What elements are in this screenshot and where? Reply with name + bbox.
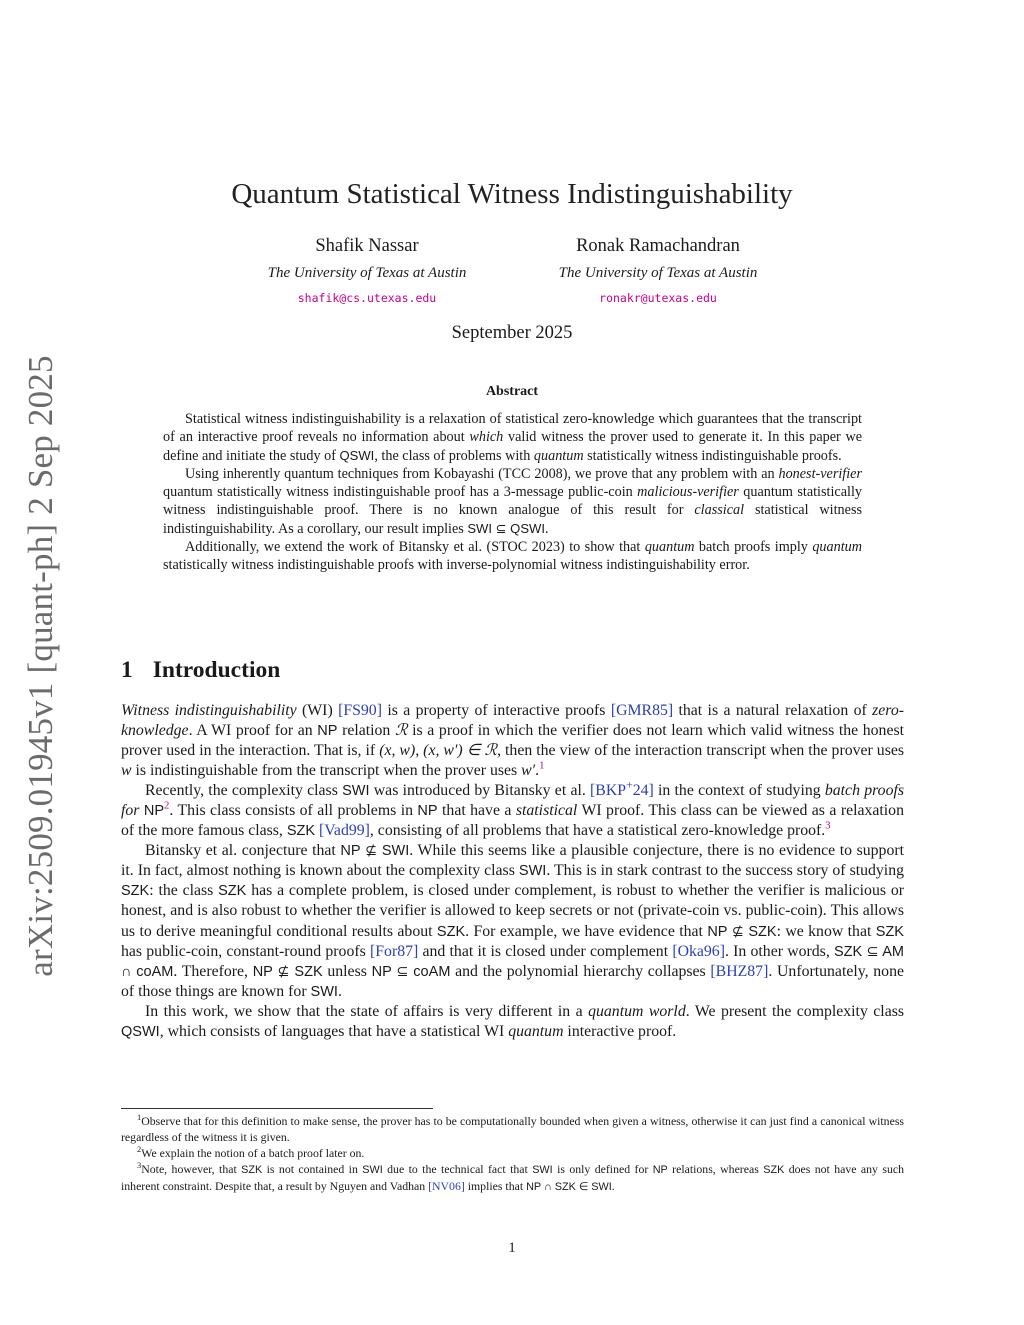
- complexity-class: SZK: [241, 1164, 263, 1176]
- emphasis: statistical: [515, 802, 578, 820]
- abstract-paragraph-1: [163, 410, 862, 465]
- author-email-link[interactable]: shafik@cs.utexas.edu: [297, 291, 437, 305]
- emphasis: malicious-verifier: [637, 484, 739, 501]
- footnote-1: [121, 1113, 904, 1145]
- footnote-marker-link[interactable]: 2: [164, 799, 170, 812]
- arxiv-identifier-stamp: arXiv:2509.01945v1 [quant-ph] 2 Sep 2025: [21, 355, 60, 977]
- text-run: In this work, we show that the state of affairs is very different in a: [145, 1002, 589, 1020]
- text-run: relations, whereas: [667, 1162, 764, 1176]
- text-run: valid witness the prover used to generate it. In this paper we define and initiate the study of: [163, 429, 863, 464]
- class-relation: SZK ⊆ AM ∩ coAM: [121, 943, 904, 980]
- emphasis: which: [469, 429, 504, 446]
- complexity-class: SZK: [436, 923, 466, 940]
- emphasis: quantum: [644, 539, 695, 556]
- emphasis: Witness indistinguishability: [121, 702, 297, 719]
- section-title: Introduction: [152, 657, 281, 683]
- text-run: has public-coin, constant-round proofs: [121, 942, 370, 960]
- emphasis: classical: [694, 502, 745, 519]
- footnote-marker-link[interactable]: 3: [825, 820, 831, 833]
- text-run: .: [544, 520, 549, 537]
- complexity-class: SZK: [121, 883, 150, 900]
- footnote-number: 1: [137, 1112, 142, 1123]
- text-run: implies that: [464, 1179, 527, 1193]
- text-run: does not have any such inherent constraint. Despite that, a result by Nguyen and Vadhan: [121, 1162, 904, 1193]
- citation-link[interactable]: [For87]: [370, 942, 419, 960]
- text-run: was introduced by Bitansky et al.: [369, 782, 591, 800]
- text-run: quantum statistically witness indistinguishable proof. There is no known analogue of this result for: [163, 484, 862, 519]
- complexity-class: QSWI: [339, 447, 375, 463]
- text-run: . A WI proof for an: [188, 722, 318, 740]
- citation-text: +: [626, 777, 633, 792]
- footnote-number: 2: [137, 1144, 142, 1155]
- text-run: is only defined for: [552, 1162, 653, 1176]
- author-block-2: [508, 236, 808, 305]
- complexity-class: SZK: [218, 883, 247, 900]
- page-number: 1: [508, 1240, 516, 1256]
- text-run: Note, however, that: [141, 1162, 242, 1176]
- text-run: has a complete problem, is closed under complement, is robust to whether the verifier is malicious or honest, and is also robust to whether the verifier is allowed to keep secrets or not (private-coin vs. public-coin). This allows us to derive meaningful conditional results about: [121, 882, 904, 940]
- abstract-paragraph-3: [163, 538, 862, 575]
- text-run: statistical witness indistinguishability. As a corollary, our result implies: [163, 502, 862, 537]
- footnotes: [121, 1113, 904, 1195]
- citation-link[interactable]: [GMR85]: [610, 702, 674, 719]
- complexity-class: SZK: [763, 1164, 785, 1176]
- citation-link[interactable]: [Vad99]: [319, 822, 370, 840]
- class-relation: NP ∩ SZK ∈ SWI: [526, 1181, 612, 1193]
- author-affiliation: The University of Texas at Austin: [267, 265, 467, 281]
- citation-link[interactable]: [Oka96]: [672, 942, 725, 960]
- text-run: due to the technical fact that: [382, 1162, 533, 1176]
- footnote-text: We explain the notion of a batch proof later on.: [141, 1146, 365, 1160]
- class-relation: NP ⊈ SWI: [340, 843, 410, 860]
- complexity-class: SWI: [518, 863, 547, 880]
- text-run: . In other words,: [724, 942, 834, 960]
- citation-link[interactable]: [NV06]: [428, 1179, 465, 1193]
- intro-paragraph-2: [121, 777, 905, 841]
- text-run: relation: [337, 722, 395, 740]
- complexity-class: SWI: [310, 983, 338, 1000]
- abstract-paragraph-2: [163, 465, 862, 538]
- text-run: . This is in stark contrast to the success story of studying: [546, 862, 904, 880]
- text-run: , which consists of languages that have a statistical WI: [159, 1022, 509, 1040]
- intro-paragraph-3: [121, 841, 904, 1001]
- text-run: .: [611, 1179, 615, 1193]
- text-run: is a property of interactive proofs: [381, 702, 611, 719]
- author-affiliation: The University of Texas at Austin: [558, 265, 758, 281]
- text-run: Additionally, we extend the work of Bitansky et al. (STOC 2023) to show that: [185, 539, 645, 556]
- text-run: quantum statistically witness indistinguishable proof has a 3-message public-coin: [163, 484, 638, 501]
- intro-paragraph-1: [121, 701, 904, 781]
- text-run: , then the view of the interaction transcript when the prover uses: [497, 742, 905, 760]
- footnote-divider: [121, 1108, 433, 1109]
- text-run: statistically witness indistinguishable proofs.: [583, 447, 842, 464]
- complexity-class: QSWI: [121, 1023, 160, 1040]
- text-run: . This class consists of all problems in: [169, 802, 418, 820]
- text-run: (WI): [296, 702, 339, 719]
- emphasis: zero-knowledge: [121, 702, 905, 740]
- complexity-class: NP: [652, 1164, 668, 1176]
- text-run: , consisting of all problems that have a statistical zero-knowledge proof.: [369, 822, 826, 840]
- math-symbol: w: [121, 762, 132, 780]
- text-run: is indistinguishable from the transcript when the prover uses: [131, 762, 522, 780]
- text-run: in the context of studying: [653, 782, 825, 800]
- emphasis: honest-verifier: [778, 465, 862, 482]
- section-heading: [121, 657, 280, 684]
- complexity-class: SZK: [286, 823, 316, 840]
- complexity-class: SWI: [532, 1164, 553, 1176]
- math-symbol: ℛ: [394, 722, 408, 740]
- introduction-body: [121, 701, 904, 1042]
- class-relation: NP ⊈ SZK: [707, 923, 777, 940]
- publication-date: September 2025: [451, 323, 573, 343]
- citation-link[interactable]: [590, 777, 654, 800]
- text-run: batch proofs imply: [694, 539, 813, 556]
- complexity-class: SWI: [342, 783, 370, 800]
- text-run: statistically witness indistinguishable proofs with inverse-polynomial witness indistinguishability error.: [163, 557, 750, 574]
- text-run: .: [535, 762, 540, 780]
- math-expression: (x, w), (x, w′) ∈ ℛ: [379, 742, 498, 760]
- emphasis: batch proofs for: [121, 782, 905, 820]
- footnote-number: 3: [137, 1160, 142, 1171]
- text-run: is not contained in: [262, 1162, 363, 1176]
- text-run: and the polynomial hierarchy collapses: [450, 962, 711, 980]
- text-run: . Therefore,: [173, 962, 253, 980]
- class-relation: SWI ⊆ QSWI: [467, 520, 545, 536]
- text-run: , the class of problems with: [374, 447, 534, 464]
- text-run: . We present the complexity class: [685, 1002, 905, 1020]
- footnote-3: [121, 1161, 904, 1195]
- emphasis: quantum world: [588, 1002, 686, 1020]
- author-name: Shafik Nassar: [315, 236, 419, 256]
- citation-link[interactable]: [FS90]: [338, 702, 382, 719]
- math-symbol: w′: [521, 762, 536, 780]
- text-run: .: [337, 982, 342, 1000]
- text-run: . While this seems like a plausible conjecture, there is no evidence to support it. In fact, almost nothing is known about the complexity class: [121, 842, 905, 880]
- class-relation: NP ⊈ SZK: [252, 963, 323, 980]
- intro-paragraph-4: [121, 1002, 904, 1042]
- citation-text: [BKP: [590, 782, 627, 800]
- text-run: that is a natural relaxation of: [673, 702, 873, 719]
- paper-title: Quantum Statistical Witness Indistinguishability: [231, 178, 793, 210]
- footnote-marker-link[interactable]: 1: [539, 759, 545, 772]
- author-name: Ronak Ramachandran: [576, 236, 740, 256]
- emphasis: quantum: [533, 447, 584, 464]
- emphasis: quantum: [812, 539, 862, 556]
- text-run: unless: [322, 962, 372, 980]
- text-run: and that it is closed under complement: [418, 942, 673, 960]
- author-email-link[interactable]: ronakr@utexas.edu: [599, 291, 717, 305]
- citation-text: 24]: [632, 782, 654, 800]
- text-run: . For example, we have evidence that: [465, 922, 708, 940]
- text-run: WI proof. This class can be viewed as a relaxation of the more famous class,: [121, 802, 904, 840]
- class-relation: NP ⊆ coAM: [371, 963, 451, 980]
- emphasis: quantum: [508, 1022, 564, 1040]
- text-run: Statistical witness indistinguishability is a relaxation of statistical zero-knowledge which guarantees that the transcript of an interactive proof reveals no information about: [163, 411, 862, 446]
- complexity-class: SZK: [875, 923, 904, 940]
- text-run: Bitansky et al. conjecture that: [145, 842, 341, 860]
- abstract-heading: Abstract: [485, 384, 539, 399]
- text-run: : we know that: [776, 922, 876, 940]
- section-number: 1: [121, 657, 133, 683]
- text-run: is a proof in which the verifier does not learn which valid witness the honest prover used in the interaction. That is, if: [121, 722, 904, 760]
- complexity-class: NP: [317, 723, 338, 740]
- citation-link[interactable]: [BHZ87]: [710, 962, 769, 980]
- text-run: . Unfortunately, none of those things are known for: [121, 962, 904, 1000]
- complexity-class: NP: [417, 803, 438, 820]
- complexity-class: SWI: [362, 1164, 383, 1176]
- text-run: Using inherently quantum techniques from Kobayashi (TCC 2008), we prove that any problem with an: [185, 465, 779, 482]
- footnote-text: Observe that for this definition to make sense, the prover has to be computationally bounded when given a witness, otherwise it can just find a canonical witness regardless of the witness it is given.: [121, 1114, 904, 1144]
- text-run: Recently, the complexity class: [145, 782, 343, 800]
- text-run: that have a: [437, 802, 516, 820]
- text-run: interactive proof.: [563, 1022, 677, 1040]
- author-block-1: [217, 236, 517, 305]
- complexity-class: NP: [143, 803, 165, 820]
- abstract-body: [163, 410, 862, 575]
- footnote-2: [121, 1145, 904, 1161]
- text-run: : the class: [149, 882, 219, 900]
